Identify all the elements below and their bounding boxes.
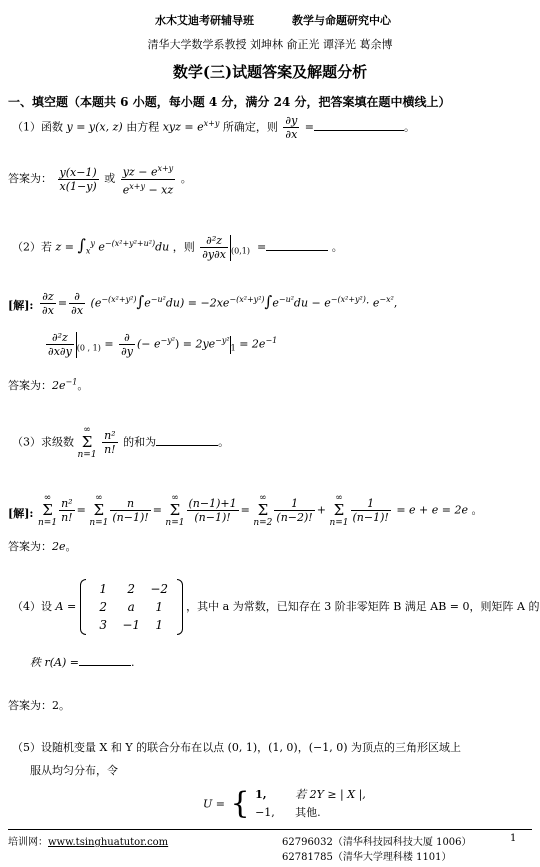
q3-eq-3: = [240,503,250,517]
q4-matrix-left-bracket [80,579,86,635]
q2-sol2-at: (0 , 1) [76,343,101,353]
q3-sol-sum-from-4: n=2 [253,518,273,528]
section-heading: 一、填空题（本题共 6 小题，每小题 4 分，满分 24 分，把答案填在题中横线上） [8,95,451,109]
q4-number: （4） [12,600,41,613]
q3-s3-den: (n−1)! [194,511,231,524]
footer-phone-2: 62781785（清华大学理科楼 1101） [282,852,452,863]
q4-rank: 秩 r(A) = [30,656,79,669]
q1-ans1-den: x(1−y) [59,179,97,193]
q3-sol-sum-top-2: ∞ [95,493,103,503]
q2-sol2-final-sup: −1 [265,335,278,345]
q1-derivative [283,114,299,141]
q3-sum-bottom: n=1 [77,450,97,460]
q3-sol-sum-top-5: ∞ [335,493,343,503]
q4-matrix-cell: 2 [127,582,135,596]
q3-end: 。 [218,435,230,449]
q4-A: A = [55,600,77,613]
q3-answer-label: 答案为： [8,540,52,553]
q3-solution [38,493,483,528]
q3-sol-sigma-1: Σ [42,501,53,519]
page-number: 1 [510,833,517,844]
q5-U: U = [203,797,225,811]
footer-divider [8,829,532,830]
q1-eq: = [304,120,315,134]
q2-prefix: 若 [41,240,52,254]
q5-cases [255,786,366,822]
q4-answer-label: 答案为： [8,699,52,712]
q3-solution-label: [解]: [8,507,34,520]
q2-sol2-lhs-num: ∂²z [46,331,74,345]
q3-result-end: 。 [471,503,483,517]
q4-rank-end: . [131,656,135,669]
q3-s1-den: n! [61,511,73,524]
q3-result: = e + e = 2e [396,503,468,517]
q2-d-den: ∂y∂x [202,248,227,261]
q2-sol-paren-b-sup: −u² [150,294,166,304]
q1-number: （1） [12,120,41,134]
q3-answer [8,538,77,554]
q2-du: du [155,240,170,254]
q2-sol2-mid: (− e [136,337,161,351]
q5-case1-val: 1, [255,788,267,801]
q2-sol1-end: , [393,296,398,310]
q3-sum [78,425,97,460]
q4-matrix-wrap [80,579,183,635]
q4-prefix: 设 [41,600,52,613]
q5-case1-cond: 若 2Y ≥ | X |, [295,788,366,801]
q2-sol-lhs-den: ∂x [42,304,54,317]
footer-url-link[interactable]: www.tsinghuatutor.com [48,837,169,848]
footer-site [8,833,168,848]
q2-end: 。 [331,240,343,254]
q1-d-den: ∂x [285,128,298,141]
q2-answer-value: 2e [52,379,66,392]
q3-s3-num: (n−1)+1 [188,497,237,510]
q2-solution-line-1: $\frac{\partial z}{\partial x}$ = $\frac{\partial}{\partial x}$ $(e^{-(x^2+y^2)}\int e^{-u^2}du) = -2xe^{-(x^2+y^2)}\int e^{-u^2}du - e^{-(x^2+y^2)}\cdot e^{-x^2}$, [42,290,398,317]
q2-sol-rhs-num: ∂ [69,290,85,304]
q5-text: 设随机变量 X 和 Y 的联合分布在以点 (0, 1)，(1, 0)，(−1, 0) 为顶点的三角形区域上 [41,741,462,754]
footer-label: 培训网： [8,837,48,848]
q1-tail: 所确定，则 [222,120,278,134]
question-3 [12,425,229,460]
q5-piecewise [203,786,366,822]
q4-answer-blank[interactable] [79,655,131,666]
q3-sol-sum-from-5: n=1 [329,518,349,528]
q3-sigma: Σ [81,433,93,451]
q5-number: （5） [12,741,41,754]
q2-sol-lhs-num: ∂z [40,290,56,304]
q2-solution-line-2 [44,331,277,358]
q5-text-2: 服从均匀分布，令 [30,764,118,777]
q2-sol-paren-c: du) [165,296,185,310]
q2-integral-sign: ∫ [77,235,86,255]
q4-answer-value: 2 [52,699,59,712]
q3-sol-sigma-5: Σ [333,501,345,519]
question-2 [12,234,343,261]
q2-answer [8,377,88,393]
question-4 [12,579,539,635]
q2-d-num: ∂²z [200,234,228,248]
q1-ans2-den-tail: − xz [144,183,174,197]
q5-case2-val: −1, [255,806,275,819]
q1-answer [8,162,192,196]
q3-answer-blank[interactable] [156,435,218,446]
q2-sol2-mid-b: ) [174,337,180,351]
q2-int-lower: x [85,246,91,256]
q3-answer-end: 。 [65,540,77,553]
q2-integrand: e [98,240,105,254]
q1-ans1-num: y(x−1) [59,165,97,179]
q2-answer-sup: −1 [65,377,78,387]
q4-answer [8,697,70,713]
q2-number: （2） [12,240,41,254]
q5-case2-cond: 其他. [295,806,321,819]
q2-sol2-lhs-den: ∂x∂y [48,345,72,358]
q2-sol1-d: du − e [293,296,331,310]
q3-s4-num: 1 [274,497,314,511]
q1-answer-label: 答案为： [8,172,52,186]
q2-solution-label: [解]: [8,299,34,312]
q3-den: n! [104,443,116,456]
q1-eq-lhs: xyz = e [162,120,204,134]
q2-sol1: = −2xe [187,296,230,310]
q3-sol-sum-top-4: ∞ [259,493,267,503]
q1-prefix: 函数 [41,120,63,134]
q4-matrix-cell: 1 [99,582,107,596]
q1-answer-blank[interactable] [314,120,404,131]
q3-s5-num: 1 [351,497,391,511]
q2-sol1-d-sup: −(x²+y²) [330,294,366,304]
q4-matrix-cell: 1 [155,618,163,632]
q3-prefix: 求级数 [41,435,74,449]
q2-answer-blank[interactable] [266,240,328,251]
q3-eq-2: = [152,503,162,517]
q4-matrix-cell: a [127,600,135,614]
q2-answer-label: 答案为： [8,379,52,392]
q3-sol-sigma-2: Σ [93,501,105,519]
q3-s5-den: (n−1)! [352,511,389,524]
q2-sol2-op-den: ∂y [121,345,133,358]
q3-number: （3） [12,435,41,449]
q1-ans2-num: yz − e [122,165,158,179]
page-title: 数学(三)试题答案及解题分析 [172,63,368,81]
q4-text: ，其中 a 为常数，已知存在 3 阶非零矩阵 B 满足 AB = 0，则矩阵 A 的 [186,600,540,613]
q3-sol-sum-from-2: n=1 [89,518,109,528]
q3-tail: 的和为 [123,435,157,449]
q2-int-upper: y [90,238,95,248]
q2-sol2-rest: = 2ye [182,337,216,351]
q2-sol1-e: · e [365,296,380,310]
q2-sol1-c: e [272,296,279,310]
q1-answer-frac-1 [58,166,99,193]
q3-plus: + [316,503,326,517]
q2-z: z = [55,240,75,254]
q3-sol-sum-top-3: ∞ [171,493,179,503]
q1-or: 或 [104,172,116,186]
q3-s4-den: (n−2)! [276,511,313,524]
q2-sol2-eq: = [104,337,114,351]
q1-mid: 由方程 [126,120,160,134]
q3-answer-value: 2e [52,540,66,553]
q1-ans2-den-sup: x+y [129,181,145,191]
q2-sol-rhs-den: ∂x [71,304,84,317]
q4-matrix-cell: 1 [155,600,163,614]
question-1 [12,114,415,141]
q3-s1-num: n² [59,497,75,511]
footer-phone-1: 62796032（清华科技园科技大厦 1006） [282,837,472,848]
q4-matrix-cell: 3 [99,618,107,632]
q2-sol2-op-num: ∂ [119,331,135,345]
q2-at: (0,1) [231,246,250,256]
q1-answer-frac-2 [121,162,175,196]
header-authors: 清华大学数学系教授 刘坤林 俞正光 谭泽光 葛余博 [147,38,393,51]
q2-sol-paren: (e [90,296,102,310]
q1-ans-end: 。 [180,172,192,186]
q3-s2-den: (n−1)! [112,511,149,524]
q3-sol-sigma-3: Σ [169,501,181,519]
q2-sol2-mid-sup: −y² [160,335,175,345]
q1-d-num: ∂y [285,114,298,127]
q2-sol2-final: = 2e [239,337,266,351]
q2-sol2-rest-sup: −y² [215,335,230,345]
q2-sol2-at2: 1 [230,343,236,353]
header-org: 水木艾迪考研辅导班 [155,14,254,27]
q2-sol-paren-b: e [144,296,151,310]
q4-answer-end: 。 [59,699,70,712]
q4-rank-line [30,654,135,670]
q3-num: n² [102,429,118,443]
q2-sol1-sup: −(x²+y²) [229,294,265,304]
q2-sol1-c-sup: −u² [278,294,294,304]
q1-eq-sup: x+y [203,118,220,128]
q1-ans2-den: e [122,183,130,197]
q5-brace: { [230,786,250,821]
q2-sol1-int: ∫ [264,292,273,311]
q4-matrix-cell: −1 [122,618,141,632]
q2-integrand-sup: −(x²+y²+u²) [104,238,156,248]
q2-derivative [200,234,228,261]
q3-eq-1: = [76,503,86,517]
q3-sol-sigma-4: Σ [257,501,269,519]
q1-end: 。 [404,120,416,134]
q4-matrix-right-bracket [177,579,183,635]
q2-sol-paren-sup: −(x²+y²) [101,294,137,304]
q2-answer-end: 。 [77,379,89,392]
q4-matrix-cell: 2 [99,600,107,614]
q2-eq: = [256,240,267,254]
q2-sol-paren-int: ∫ [136,292,145,311]
q4-matrix-cell: −2 [150,582,169,596]
q3-sol-sum-top-1: ∞ [43,493,52,503]
question-5 [12,739,461,755]
q1-func: y = y(x, z) [66,120,123,134]
q2-sol1-e-sup: −x² [379,294,394,304]
header-center: 教学与命题研究中心 [292,14,391,27]
q3-s2-num: n [110,497,150,511]
q4-matrix [89,582,173,632]
q1-ans2-num-sup: x+y [157,164,174,173]
q3-sum-top: ∞ [83,425,91,435]
q3-sol-sum-from-3: n=1 [165,518,185,528]
q3-sol-sum-from-1: n=1 [38,518,58,528]
q2-then: ，则 [172,240,195,254]
